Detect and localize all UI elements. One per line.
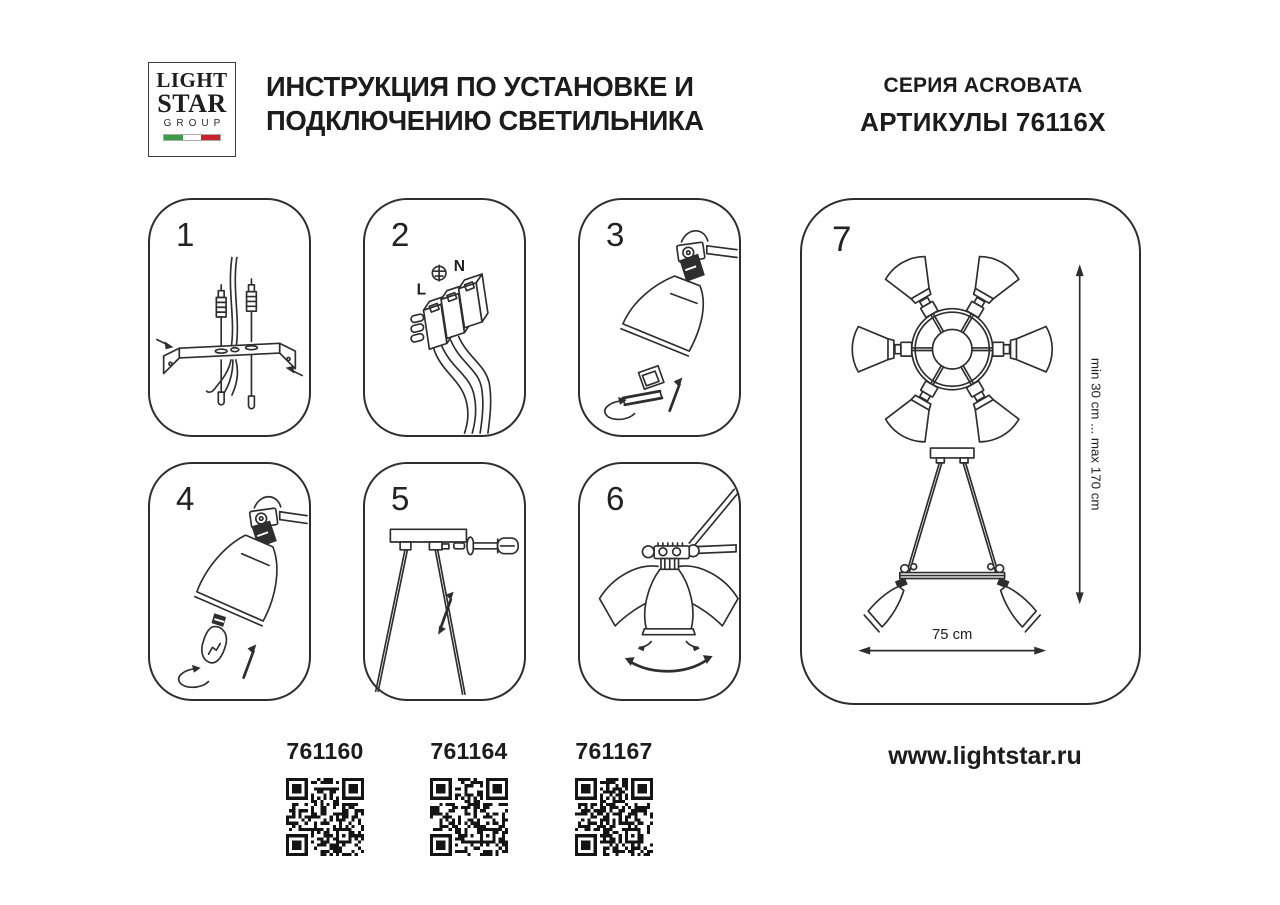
step-6-illustration-shade-tilt (580, 464, 739, 699)
logo-word-star: STAR (157, 89, 227, 118)
step-panel-5 (363, 462, 526, 701)
width-dimension-label: 75 cm (932, 626, 973, 643)
step-number: 3 (606, 216, 625, 253)
step-panel-2 (363, 198, 526, 437)
step-panel-3 (578, 198, 741, 437)
height-dimension (1076, 264, 1104, 604)
neutral-label: N (453, 258, 466, 276)
article-code: 761160 (286, 738, 364, 764)
step-number: 7 (832, 220, 852, 259)
step-number: 6 (606, 480, 625, 517)
candle-bulb (202, 613, 227, 663)
page-title-line2: ПОДКЛЮЧЕНИЮ СВЕТИЛЬНИКА (266, 105, 704, 136)
step-panel-6 (578, 462, 741, 701)
article-block-3 (575, 738, 653, 861)
qr-code (575, 778, 653, 856)
step-2-illustration-terminal-block (365, 200, 524, 435)
live-label: L (416, 281, 427, 299)
step-number: 1 (176, 216, 195, 253)
lightstar-logo (148, 62, 236, 157)
earth-symbol-icon (432, 265, 446, 281)
chandelier-side-view (864, 448, 1040, 632)
page-title-line1: ИНСТРУКЦИЯ ПО УСТАНОВКЕ И (266, 71, 694, 102)
italy-flag-icon (163, 134, 221, 141)
width-dimension (858, 627, 1046, 655)
page-title (266, 70, 704, 138)
article-block-1 (286, 738, 364, 861)
chandelier-top-view (852, 251, 1052, 447)
flag-red-segment (201, 135, 220, 140)
step-1-illustration-mounting-bracket (150, 200, 309, 435)
step-7-illustration-dimensions (802, 200, 1139, 703)
step-panel-7 (800, 198, 1141, 705)
step-number: 4 (176, 480, 195, 517)
step-number: 5 (391, 480, 410, 517)
article-code: 761164 (430, 738, 508, 764)
step-number: 2 (391, 216, 410, 253)
article-code: 761167 (575, 738, 653, 764)
logo-word-light: LIGHT (156, 68, 228, 92)
step-4-illustration-bulb-install (150, 464, 309, 699)
qr-code (430, 778, 508, 856)
website-url: www.lightstar.ru (888, 742, 1082, 770)
article-block-2 (430, 738, 508, 861)
step-panel-4 (148, 462, 311, 701)
qr-code (286, 778, 364, 856)
height-dimension-label: min 30 cm ... max 170 cm (1088, 357, 1104, 511)
series-header (850, 74, 1116, 138)
logo-word-group: GROUP (163, 118, 226, 129)
series-name: СЕРИЯ ACROBATA (883, 74, 1083, 97)
flag-green-segment (164, 135, 183, 140)
articles-series: АРТИКУЛЫ 76116X (860, 107, 1106, 137)
step-3-illustration-shade-ring (580, 200, 739, 435)
step-panel-1 (148, 198, 311, 437)
step-5-illustration-cable-adjust (365, 464, 524, 699)
flag-white-segment (183, 135, 202, 140)
